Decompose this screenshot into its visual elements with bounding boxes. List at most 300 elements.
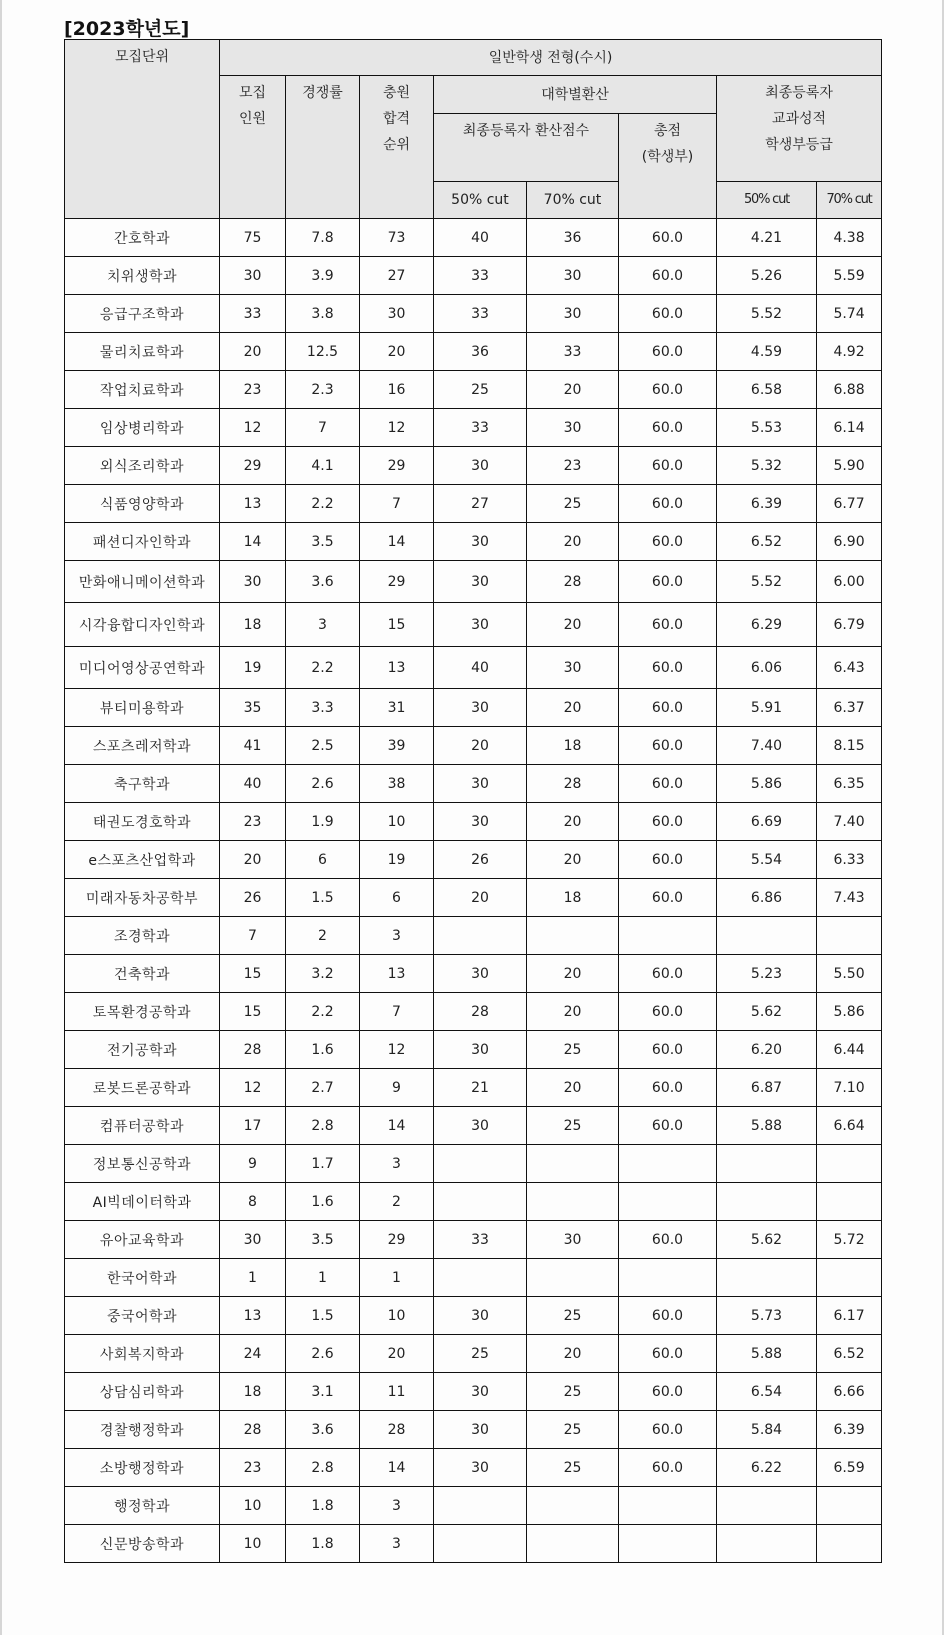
grade-cut-70-value [817, 1525, 882, 1563]
score-cut-70-value: 20 [527, 841, 619, 879]
grade-cut-70-value: 5.59 [817, 257, 882, 295]
quota-value: 15 [220, 993, 286, 1031]
score-cut-70-value: 30 [527, 647, 619, 689]
header-general-admission-group: 일반학생 전형(수시) [220, 40, 882, 76]
grade-cut-70-value: 5.74 [817, 295, 882, 333]
department-name: AI빅데이터학과 [65, 1183, 220, 1221]
quota-value: 9 [220, 1145, 286, 1183]
competition-rate-value: 2.7 [286, 1069, 360, 1107]
grade-cut-70-value [817, 917, 882, 955]
grade-cut-50-value [717, 1487, 817, 1525]
total-points-value: 60.0 [619, 1221, 717, 1259]
waitlist-rank-value: 11 [360, 1373, 434, 1411]
grade-cut-70-value: 5.86 [817, 993, 882, 1031]
department-name: 뷰티미용학과 [65, 689, 220, 727]
grade-cut-70-value: 7.40 [817, 803, 882, 841]
header-waitlist-line1: 충원 [382, 85, 411, 101]
department-name: 로봇드론공학과 [65, 1069, 220, 1107]
score-cut-50-value [434, 1183, 527, 1221]
grade-cut-70-value: 6.44 [817, 1031, 882, 1069]
grade-cut-70-value [817, 1259, 882, 1297]
competition-rate-value: 3 [286, 603, 360, 647]
quota-value: 23 [220, 803, 286, 841]
grade-cut-70-value: 6.17 [817, 1297, 882, 1335]
total-points-value: 60.0 [619, 955, 717, 993]
total-points-value: 60.0 [619, 561, 717, 603]
competition-rate-value: 3.5 [286, 523, 360, 561]
table-row [65, 689, 882, 727]
table-row [65, 447, 882, 485]
score-cut-50-value: 30 [434, 1411, 527, 1449]
table-row [65, 917, 882, 955]
table-row [65, 1525, 882, 1563]
grade-cut-50-value: 6.52 [717, 523, 817, 561]
header-total-line2: (학생부) [641, 149, 694, 165]
total-points-value: 60.0 [619, 295, 717, 333]
competition-rate-value: 1.6 [286, 1031, 360, 1069]
department-name: 건축학과 [65, 955, 220, 993]
department-name: 조경학과 [65, 917, 220, 955]
total-points-value [619, 1183, 717, 1221]
grade-cut-50-value: 6.86 [717, 879, 817, 917]
competition-rate-value: 2.6 [286, 1335, 360, 1373]
grade-cut-70-value: 6.35 [817, 765, 882, 803]
competition-rate-value: 1.8 [286, 1487, 360, 1525]
table-row [65, 371, 882, 409]
grade-cut-70-value: 6.77 [817, 485, 882, 523]
department-name: 신문방송학과 [65, 1525, 220, 1563]
table-row [65, 841, 882, 879]
grade-cut-70-value: 6.33 [817, 841, 882, 879]
score-cut-70-value: 25 [527, 1031, 619, 1069]
page-title: [2023학년도] [64, 18, 190, 40]
score-cut-50-value: 30 [434, 1449, 527, 1487]
competition-rate-value: 3.6 [286, 561, 360, 603]
table-row [65, 409, 882, 447]
grade-cut-50-value: 5.84 [717, 1411, 817, 1449]
table-row [65, 1449, 882, 1487]
score-cut-50-value: 40 [434, 219, 527, 257]
department-name: 사회복지학과 [65, 1335, 220, 1373]
waitlist-rank-value: 31 [360, 689, 434, 727]
competition-rate-value: 6 [286, 841, 360, 879]
total-points-value: 60.0 [619, 219, 717, 257]
total-points-value: 60.0 [619, 841, 717, 879]
score-cut-50-value: 21 [434, 1069, 527, 1107]
competition-rate-value: 2.2 [286, 647, 360, 689]
quota-value: 41 [220, 727, 286, 765]
total-points-value: 60.0 [619, 1297, 717, 1335]
total-points-value: 60.0 [619, 257, 717, 295]
table-body [65, 219, 882, 1563]
total-points-value [619, 1259, 717, 1297]
competition-rate-value: 4.1 [286, 447, 360, 485]
score-cut-70-value: 30 [527, 295, 619, 333]
competition-rate-value: 3.9 [286, 257, 360, 295]
score-cut-50-value: 30 [434, 1297, 527, 1335]
score-cut-50-value: 30 [434, 561, 527, 603]
quota-value: 17 [220, 1107, 286, 1145]
quota-value: 20 [220, 841, 286, 879]
quota-value: 10 [220, 1525, 286, 1563]
grade-cut-50-value: 5.52 [717, 295, 817, 333]
score-cut-50-value: 30 [434, 803, 527, 841]
table-row [65, 1031, 882, 1069]
table-row [65, 1411, 882, 1449]
waitlist-rank-value: 3 [360, 1487, 434, 1525]
department-name: 소방행정학과 [65, 1449, 220, 1487]
competition-rate-value: 3.6 [286, 1411, 360, 1449]
waitlist-rank-value: 39 [360, 727, 434, 765]
score-cut-50-value: 28 [434, 993, 527, 1031]
competition-rate-value: 1.5 [286, 879, 360, 917]
department-name: 경찰행정학과 [65, 1411, 220, 1449]
grade-cut-70-value: 7.10 [817, 1069, 882, 1107]
department-name: 상담심리학과 [65, 1373, 220, 1411]
quota-value: 12 [220, 1069, 286, 1107]
waitlist-rank-value: 29 [360, 447, 434, 485]
score-cut-50-value: 30 [434, 1373, 527, 1411]
header-waitlist-line2: 합격 [382, 111, 411, 127]
admissions-results-table [64, 39, 882, 1563]
header-final-registrant-grade [717, 76, 882, 182]
quota-value: 23 [220, 371, 286, 409]
grade-cut-70-value [817, 1145, 882, 1183]
score-cut-50-value [434, 1525, 527, 1563]
grade-cut-50-value: 6.29 [717, 603, 817, 647]
total-points-value [619, 1145, 717, 1183]
grade-cut-50-value: 5.86 [717, 765, 817, 803]
grade-cut-50-value: 7.40 [717, 727, 817, 765]
quota-value: 13 [220, 1297, 286, 1335]
score-cut-70-value: 33 [527, 333, 619, 371]
score-cut-50-value [434, 917, 527, 955]
header-quota-line1: 모집 [238, 85, 267, 101]
department-name: 중국어학과 [65, 1297, 220, 1335]
total-points-value: 60.0 [619, 523, 717, 561]
score-cut-50-value: 33 [434, 1221, 527, 1259]
quota-value: 75 [220, 219, 286, 257]
grade-cut-50-value: 6.87 [717, 1069, 817, 1107]
score-cut-70-value: 30 [527, 1221, 619, 1259]
score-cut-70-value: 20 [527, 955, 619, 993]
header-grade-cut-50: 50% cut [717, 182, 817, 219]
department-name: 작업치료학과 [65, 371, 220, 409]
competition-rate-value: 3.3 [286, 689, 360, 727]
quota-value: 30 [220, 561, 286, 603]
header-waitlist-rank [360, 76, 434, 219]
department-name: 물리치료학과 [65, 333, 220, 371]
department-name: e스포츠산업학과 [65, 841, 220, 879]
competition-rate-value: 2.3 [286, 371, 360, 409]
grade-cut-70-value: 5.50 [817, 955, 882, 993]
quota-value: 28 [220, 1031, 286, 1069]
total-points-value: 60.0 [619, 333, 717, 371]
quota-value: 26 [220, 879, 286, 917]
waitlist-rank-value: 10 [360, 803, 434, 841]
quota-value: 12 [220, 409, 286, 447]
table-row [65, 765, 882, 803]
grade-cut-50-value: 6.69 [717, 803, 817, 841]
department-name: 시각융합디자인학과 [65, 603, 220, 647]
competition-rate-value: 2.6 [286, 765, 360, 803]
grade-cut-50-value: 6.22 [717, 1449, 817, 1487]
grade-cut-50-value: 5.73 [717, 1297, 817, 1335]
competition-rate-value: 3.8 [286, 295, 360, 333]
total-points-value: 60.0 [619, 647, 717, 689]
score-cut-70-value: 20 [527, 371, 619, 409]
department-name: 미디어영상공연학과 [65, 647, 220, 689]
grade-cut-50-value: 5.26 [717, 257, 817, 295]
score-cut-70-value [527, 1259, 619, 1297]
score-cut-50-value: 36 [434, 333, 527, 371]
waitlist-rank-value: 16 [360, 371, 434, 409]
total-points-value: 60.0 [619, 371, 717, 409]
department-name: 전기공학과 [65, 1031, 220, 1069]
quota-value: 18 [220, 1373, 286, 1411]
competition-rate-value: 2.2 [286, 993, 360, 1031]
competition-rate-value: 12.5 [286, 333, 360, 371]
grade-cut-70-value: 6.37 [817, 689, 882, 727]
waitlist-rank-value: 38 [360, 765, 434, 803]
waitlist-rank-value: 2 [360, 1183, 434, 1221]
grade-cut-70-value [817, 1183, 882, 1221]
table-row [65, 257, 882, 295]
grade-cut-50-value [717, 1525, 817, 1563]
total-points-value: 60.0 [619, 1069, 717, 1107]
score-cut-50-value: 33 [434, 409, 527, 447]
table-row [65, 219, 882, 257]
score-cut-70-value: 28 [527, 561, 619, 603]
quota-value: 7 [220, 917, 286, 955]
header-total-points [619, 114, 717, 219]
score-cut-50-value [434, 1145, 527, 1183]
total-points-value: 60.0 [619, 1411, 717, 1449]
table-row [65, 1335, 882, 1373]
waitlist-rank-value: 3 [360, 1525, 434, 1563]
quota-value: 33 [220, 295, 286, 333]
total-points-value: 60.0 [619, 879, 717, 917]
grade-cut-70-value: 4.92 [817, 333, 882, 371]
table-row [65, 1107, 882, 1145]
header-score-cut-70: 70% cut [527, 182, 619, 219]
total-points-value [619, 1525, 717, 1563]
total-points-value: 60.0 [619, 447, 717, 485]
grade-cut-50-value: 6.54 [717, 1373, 817, 1411]
total-points-value [619, 1487, 717, 1525]
department-name: 패션디자인학과 [65, 523, 220, 561]
score-cut-50-value: 40 [434, 647, 527, 689]
department-name: 미래자동차공학부 [65, 879, 220, 917]
competition-rate-value: 7 [286, 409, 360, 447]
header-competition-rate: 경쟁률 [286, 76, 360, 219]
competition-rate-value: 1.9 [286, 803, 360, 841]
quota-value: 29 [220, 447, 286, 485]
header-university-conversion: 대학별환산 [434, 76, 717, 114]
grade-cut-50-value [717, 1145, 817, 1183]
score-cut-70-value: 20 [527, 803, 619, 841]
grade-cut-50-value: 5.32 [717, 447, 817, 485]
grade-cut-70-value: 6.90 [817, 523, 882, 561]
grade-cut-50-value [717, 917, 817, 955]
quota-value: 24 [220, 1335, 286, 1373]
competition-rate-value: 7.8 [286, 219, 360, 257]
score-cut-70-value [527, 917, 619, 955]
header-total-line1: 총점 [653, 123, 682, 139]
waitlist-rank-value: 14 [360, 1107, 434, 1145]
waitlist-rank-value: 14 [360, 523, 434, 561]
quota-value: 14 [220, 523, 286, 561]
page-left-edge [0, 0, 2, 1635]
waitlist-rank-value: 3 [360, 917, 434, 955]
score-cut-50-value: 30 [434, 447, 527, 485]
waitlist-rank-value: 20 [360, 1335, 434, 1373]
header-score-cut-50: 50% cut [434, 182, 527, 219]
waitlist-rank-value: 1 [360, 1259, 434, 1297]
department-name: 만화애니메이션학과 [65, 561, 220, 603]
grade-cut-50-value: 5.54 [717, 841, 817, 879]
score-cut-50-value: 26 [434, 841, 527, 879]
competition-rate-value: 2.8 [286, 1107, 360, 1145]
score-cut-50-value: 20 [434, 727, 527, 765]
grade-cut-50-value: 5.53 [717, 409, 817, 447]
score-cut-70-value [527, 1145, 619, 1183]
waitlist-rank-value: 14 [360, 1449, 434, 1487]
score-cut-50-value: 33 [434, 295, 527, 333]
table-row [65, 1373, 882, 1411]
department-name: 외식조리학과 [65, 447, 220, 485]
grade-cut-50-value: 5.23 [717, 955, 817, 993]
grade-cut-70-value: 6.59 [817, 1449, 882, 1487]
grade-cut-50-value: 6.39 [717, 485, 817, 523]
grade-cut-50-value: 4.59 [717, 333, 817, 371]
score-cut-50-value: 30 [434, 603, 527, 647]
quota-value: 18 [220, 603, 286, 647]
grade-cut-70-value: 5.90 [817, 447, 882, 485]
grade-cut-70-value: 7.43 [817, 879, 882, 917]
quota-value: 20 [220, 333, 286, 371]
quota-value: 30 [220, 1221, 286, 1259]
header-quota-line2: 인원 [238, 111, 267, 127]
waitlist-rank-value: 15 [360, 603, 434, 647]
competition-rate-value: 3.2 [286, 955, 360, 993]
waitlist-rank-value: 13 [360, 647, 434, 689]
score-cut-50-value: 30 [434, 1031, 527, 1069]
table-row [65, 1145, 882, 1183]
total-points-value [619, 917, 717, 955]
total-points-value: 60.0 [619, 765, 717, 803]
waitlist-rank-value: 29 [360, 561, 434, 603]
grade-cut-70-value: 6.39 [817, 1411, 882, 1449]
grade-cut-50-value: 5.88 [717, 1335, 817, 1373]
score-cut-70-value: 30 [527, 257, 619, 295]
department-name: 토목환경공학과 [65, 993, 220, 1031]
header-final-grade-line2: 교과성적 [771, 111, 827, 127]
department-name: 간호학과 [65, 219, 220, 257]
table-row [65, 1487, 882, 1525]
department-name: 응급구조학과 [65, 295, 220, 333]
table-row [65, 603, 882, 647]
header-quota [220, 76, 286, 219]
grade-cut-50-value [717, 1259, 817, 1297]
score-cut-50-value: 27 [434, 485, 527, 523]
table-row [65, 955, 882, 993]
department-name: 식품영양학과 [65, 485, 220, 523]
table-row [65, 1259, 882, 1297]
quota-value: 19 [220, 647, 286, 689]
competition-rate-value: 3.5 [286, 1221, 360, 1259]
competition-rate-value: 1.5 [286, 1297, 360, 1335]
total-points-value: 60.0 [619, 1107, 717, 1145]
grade-cut-50-value: 5.91 [717, 689, 817, 727]
grade-cut-70-value: 6.14 [817, 409, 882, 447]
total-points-value: 60.0 [619, 485, 717, 523]
grade-cut-70-value: 6.66 [817, 1373, 882, 1411]
waitlist-rank-value: 19 [360, 841, 434, 879]
score-cut-70-value: 18 [527, 879, 619, 917]
score-cut-70-value: 30 [527, 409, 619, 447]
waitlist-rank-value: 3 [360, 1145, 434, 1183]
score-cut-70-value: 20 [527, 993, 619, 1031]
total-points-value: 60.0 [619, 727, 717, 765]
table-row [65, 1297, 882, 1335]
grade-cut-50-value: 4.21 [717, 219, 817, 257]
grade-cut-50-value: 5.88 [717, 1107, 817, 1145]
quota-value: 23 [220, 1449, 286, 1487]
department-name: 임상병리학과 [65, 409, 220, 447]
score-cut-70-value: 25 [527, 1297, 619, 1335]
total-points-value: 60.0 [619, 689, 717, 727]
department-name: 한국어학과 [65, 1259, 220, 1297]
waitlist-rank-value: 9 [360, 1069, 434, 1107]
grade-cut-70-value: 6.00 [817, 561, 882, 603]
grade-cut-70-value: 6.79 [817, 603, 882, 647]
table-row [65, 1221, 882, 1259]
total-points-value: 60.0 [619, 1031, 717, 1069]
table-row [65, 993, 882, 1031]
score-cut-70-value: 20 [527, 603, 619, 647]
grade-cut-70-value: 6.43 [817, 647, 882, 689]
grade-cut-70-value: 6.64 [817, 1107, 882, 1145]
grade-cut-70-value: 5.72 [817, 1221, 882, 1259]
score-cut-50-value: 30 [434, 1107, 527, 1145]
score-cut-50-value: 30 [434, 765, 527, 803]
department-name: 치위생학과 [65, 257, 220, 295]
waitlist-rank-value: 6 [360, 879, 434, 917]
grade-cut-70-value: 6.88 [817, 371, 882, 409]
score-cut-70-value: 25 [527, 1107, 619, 1145]
grade-cut-50-value: 6.58 [717, 371, 817, 409]
table-row [65, 1183, 882, 1221]
score-cut-70-value: 18 [527, 727, 619, 765]
waitlist-rank-value: 12 [360, 1031, 434, 1069]
department-name: 태권도경호학과 [65, 803, 220, 841]
table-row [65, 647, 882, 689]
waitlist-rank-value: 30 [360, 295, 434, 333]
department-name: 스포츠레저학과 [65, 727, 220, 765]
score-cut-50-value: 20 [434, 879, 527, 917]
waitlist-rank-value: 7 [360, 485, 434, 523]
score-cut-70-value: 23 [527, 447, 619, 485]
table-row [65, 803, 882, 841]
grade-cut-70-value: 4.38 [817, 219, 882, 257]
table-row [65, 727, 882, 765]
header-final-grade-line3: 학생부등급 [765, 137, 833, 153]
score-cut-70-value: 20 [527, 1335, 619, 1373]
header-waitlist-line3: 순위 [382, 137, 411, 153]
competition-rate-value: 3.1 [286, 1373, 360, 1411]
header-grade-cut-70: 70% cut [817, 182, 882, 219]
